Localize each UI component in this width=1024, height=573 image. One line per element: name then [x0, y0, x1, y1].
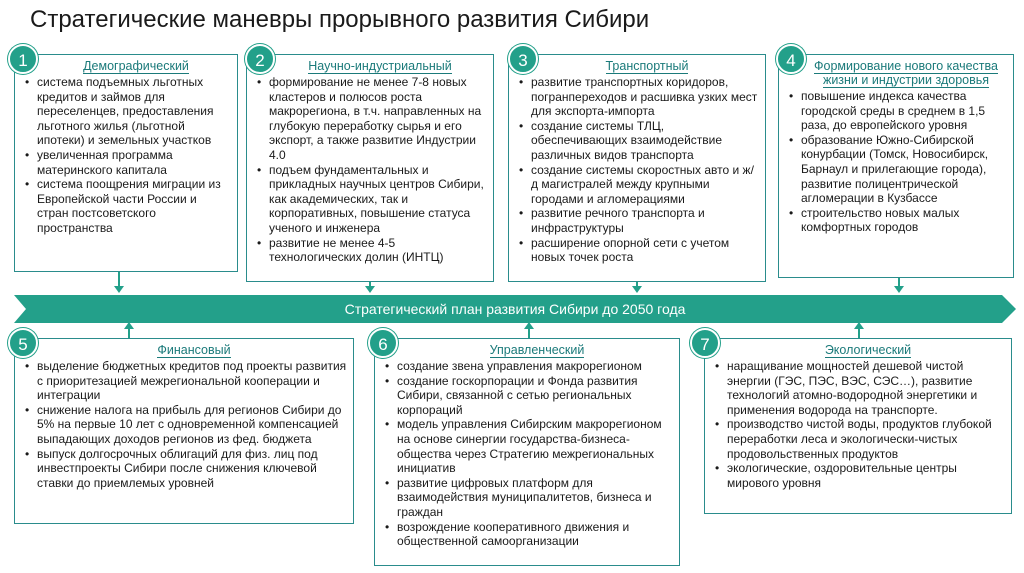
maneuver-item: • создание звена управления макрорегионом — [383, 359, 673, 374]
maneuver-item: • возрождение кооперативного движения и общественной самоорганизации — [383, 520, 673, 549]
maneuver-heading: Управленческий — [489, 343, 585, 357]
maneuver-item: • выделение бюджетных кредитов под проекты развития с приоритезацией межрегиональной кооперации и интеграции — [23, 359, 347, 403]
connector-line — [528, 328, 530, 338]
maneuver-item-list — [23, 359, 347, 490]
maneuver-item-list — [517, 75, 759, 265]
maneuver-heading: Транспортный — [605, 59, 689, 73]
maneuver-item-list — [383, 359, 673, 549]
maneuver-item: • образование Южно-Сибирской конурбации (Томск, Новосибирск, Барнаул и прилегающие города), развитие полицентрической агломерации в Кузбассе — [787, 133, 1007, 206]
connector-arrow-icon — [632, 286, 642, 293]
banner-title: Стратегический план развития Сибири до 2050 года — [344, 301, 686, 317]
maneuver-card-managerial — [374, 338, 680, 566]
maneuver-item-list — [787, 89, 1007, 235]
maneuver-item: • система подъемных льготных кредитов и займов для переселенцев, предоставления льготного жилья (льготной ипотеки) и земельных участков — [23, 75, 231, 148]
maneuver-card-financial — [14, 338, 354, 524]
maneuver-card-demographic — [14, 54, 238, 272]
maneuver-item: • производство чистой воды, продуктов глубокой переработки леса и экологически-чистых продовольственных продуктов — [713, 417, 1005, 461]
maneuver-heading: Финансовый — [157, 343, 231, 357]
maneuver-heading: Демографический — [83, 59, 189, 73]
maneuver-item-list — [713, 359, 1005, 490]
maneuver-item: • увеличенная программа материнского капитала — [23, 148, 231, 177]
maneuver-item: • создание госкорпорации и Фонда развития Сибири, связанной с сетью региональных корпораций — [383, 374, 673, 418]
maneuver-item: • выпуск долгосрочных облигаций для физ. лиц под инвестпроекты Сибири после снижения ключевой ставки до приемлемых уровней — [23, 447, 347, 491]
maneuver-item: • повышение индекса качества городской среды в среднем в 1,5 раза, до европейского уровня — [787, 89, 1007, 133]
strategic-plan-banner — [14, 295, 1016, 323]
maneuver-item: • снижение налога на прибыль для регионов Сибири до 5% на первые 10 лет с одновременной компенсацией выпадающих доходов регионов из фед. бюджета — [23, 403, 347, 447]
maneuver-item: • модель управления Сибирским макрорегионом на основе синергии государства-бизнеса-общества через Стратегию межрегиональных инициатив — [383, 417, 673, 475]
maneuver-item: • создание системы скоростных авто и ж/д магистралей между крупными городами и агломерациями — [517, 163, 759, 207]
maneuver-heading: Научно-индустриальный — [308, 59, 452, 73]
maneuver-heading: Экологический — [824, 343, 912, 357]
maneuver-number-badge: 3 — [508, 44, 538, 74]
page-title: Стратегические маневры прорывного развития Сибири — [30, 6, 650, 33]
maneuver-item-list — [23, 75, 231, 236]
maneuver-item: • подъем фундаментальных и прикладных научных центров Сибири, как академических, так и корпоративных, повышение статуса ученого и инженера — [255, 163, 487, 236]
maneuver-heading: Формирование нового качества жизни и индустрии здоровья — [814, 59, 998, 87]
maneuver-item: • развитие цифровых платформ для взаимодействия муниципалитетов, бизнеса и граждан — [383, 476, 673, 520]
maneuver-item: • система поощрения миграции из Европейской части России и стран постсоветского пространства — [23, 177, 231, 235]
connector-line — [858, 328, 860, 338]
maneuver-item: • формирование не менее 7-8 новых кластеров и полюсов роста макрорегиона, в т.ч. направленных на глубокую переработку сырья и его экспорт, а также развитие Индустрии 4.0 — [255, 75, 487, 163]
connector-arrow-icon — [114, 286, 124, 293]
maneuver-number-badge: 4 — [776, 44, 806, 74]
connector-arrow-icon — [894, 286, 904, 293]
maneuver-number-badge: 1 — [8, 44, 38, 74]
maneuver-card-ecological — [704, 338, 1012, 514]
maneuver-card-quality-of-life — [778, 54, 1014, 278]
maneuver-card-transport — [508, 54, 766, 282]
maneuver-card-scientific-industrial — [246, 54, 494, 282]
maneuver-item-list — [255, 75, 487, 265]
maneuver-item: • расширение опорной сети с учетом новых точек роста — [517, 236, 759, 265]
maneuver-item: • строительство новых малых комфортных городов — [787, 206, 1007, 235]
connector-arrow-icon — [365, 286, 375, 293]
maneuver-item: • развитие не менее 4-5 технологических долин (ИНТЦ) — [255, 236, 487, 265]
maneuver-item: • наращивание мощностей дешевой чистой энергии (ГЭС, ПЭС, ВЭС, СЭС…), развитие технологий атомно-водородной энергетики и применения водорода на транспорте. — [713, 359, 1005, 417]
maneuver-number-badge: 2 — [245, 44, 275, 74]
maneuver-number-badge: 5 — [8, 328, 38, 358]
maneuver-item: • создание системы ТЛЦ, обеспечивающих взаимодействие различных видов транспорта — [517, 119, 759, 163]
maneuver-item: • экологические, оздоровительные центры мирового уровня — [713, 461, 1005, 490]
connector-line — [128, 328, 130, 338]
maneuver-number-badge: 7 — [690, 328, 720, 358]
maneuver-item: • развитие речного транспорта и инфраструктуры — [517, 206, 759, 235]
maneuver-number-badge: 6 — [368, 328, 398, 358]
maneuver-item: • развитие транспортных коридоров, погранпереходов и расшивка узких мест для экспорта-импорта — [517, 75, 759, 119]
